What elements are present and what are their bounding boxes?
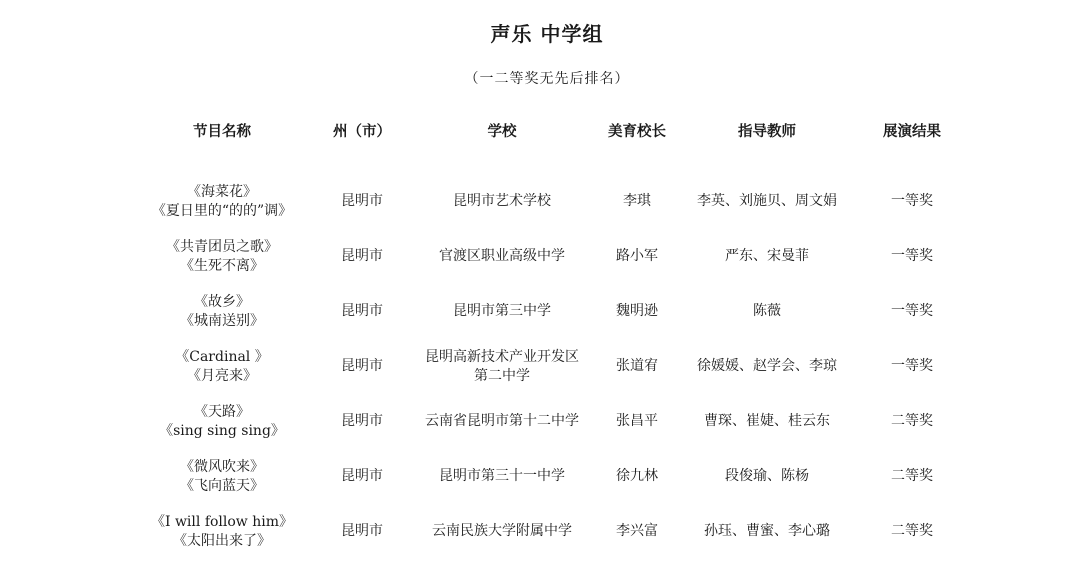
page-subtitle: （一二等奖无先后排名） xyxy=(464,71,630,87)
program-cell xyxy=(137,394,307,449)
principal-cell: 魏明逊 xyxy=(616,303,658,319)
table-row xyxy=(137,339,977,394)
program-title: 《海菜花》 xyxy=(187,183,257,200)
city-cell: 昆明市 xyxy=(341,413,383,429)
teachers-cell: 严东、宋曼菲 xyxy=(725,248,809,264)
city-cell: 昆明市 xyxy=(341,193,383,209)
table-header-row xyxy=(137,110,977,174)
result-cell: 一等奖 xyxy=(891,193,933,209)
table-row xyxy=(137,284,977,339)
teachers-cell: 曹琛、崔婕、桂云东 xyxy=(704,413,830,429)
school-cell: 昆明市第三中学 xyxy=(453,303,551,319)
program-title: 《生死不离》 xyxy=(180,257,264,274)
teachers-cell: 徐媛媛、赵学会、李琼 xyxy=(697,358,837,374)
column-header-program: 节目名称 xyxy=(193,123,251,140)
city-cell: 昆明市 xyxy=(341,468,383,484)
program-title: 《故乡》 xyxy=(194,293,250,310)
program-cell xyxy=(137,284,307,339)
program-title: 《夏日里的“的的”调》 xyxy=(151,202,293,219)
program-title: 《城南送别》 xyxy=(180,312,264,329)
city-cell: 昆明市 xyxy=(341,523,383,539)
program-title: 《太阳出来了》 xyxy=(173,532,271,549)
table-row xyxy=(137,504,977,559)
column-header-teachers: 指导教师 xyxy=(738,123,796,140)
result-cell: 一等奖 xyxy=(891,303,933,319)
program-title: 《sing sing sing》 xyxy=(159,422,285,439)
city-cell: 昆明市 xyxy=(341,358,383,374)
teachers-cell: 陈薇 xyxy=(753,303,781,319)
result-cell: 二等奖 xyxy=(891,523,933,539)
table-body xyxy=(137,174,977,559)
program-title: 《I will follow him》 xyxy=(150,513,294,530)
program-cell xyxy=(137,504,307,559)
result-cell: 二等奖 xyxy=(891,468,933,484)
city-cell: 昆明市 xyxy=(341,248,383,264)
result-cell: 一等奖 xyxy=(891,248,933,264)
school-cell: 昆明市第三十一中学 xyxy=(439,468,565,484)
school-cell: 官渡区职业高级中学 xyxy=(439,248,565,264)
program-title: 《飞向蓝天》 xyxy=(180,477,264,494)
column-header-principal: 美育校长 xyxy=(608,123,666,140)
column-header-result: 展演结果 xyxy=(883,123,941,140)
result-cell: 一等奖 xyxy=(891,358,933,374)
column-header-school: 学校 xyxy=(487,123,517,140)
program-title: 《共青团员之歌》 xyxy=(166,238,278,255)
program-cell xyxy=(137,229,307,284)
results-table xyxy=(137,110,977,559)
table-row xyxy=(137,449,977,504)
program-title: 《Cardinal 》 xyxy=(175,348,269,365)
principal-cell: 徐九林 xyxy=(616,468,658,484)
program-cell xyxy=(137,174,307,229)
school-cell: 云南省昆明市第十二中学 xyxy=(425,413,579,429)
teachers-cell: 段俊瑜、陈杨 xyxy=(725,468,809,484)
program-title: 《微风吹来》 xyxy=(180,458,264,475)
principal-cell: 张昌平 xyxy=(616,413,658,429)
column-header-city: 州（市） xyxy=(333,123,391,140)
school-cell: 云南民族大学附属中学 xyxy=(432,523,572,539)
teachers-cell: 孙珏、曹蜜、李心璐 xyxy=(704,523,830,539)
program-title: 《天路》 xyxy=(194,403,250,420)
principal-cell: 路小军 xyxy=(616,248,658,264)
program-cell xyxy=(137,339,307,394)
page-title: 声乐 中学组 xyxy=(490,22,604,46)
principal-cell: 李琪 xyxy=(623,193,651,209)
city-cell: 昆明市 xyxy=(341,303,383,319)
program-title: 《月亮来》 xyxy=(187,367,257,384)
teachers-cell: 李英、刘施贝、周文娟 xyxy=(697,193,837,209)
table-row xyxy=(137,174,977,229)
program-cell xyxy=(137,449,307,504)
table-row xyxy=(137,394,977,449)
result-cell: 二等奖 xyxy=(891,413,933,429)
school-cell: 昆明市艺术学校 xyxy=(453,193,551,209)
table-row xyxy=(137,229,977,284)
principal-cell: 张道宥 xyxy=(616,358,658,374)
principal-cell: 李兴富 xyxy=(616,523,658,539)
school-cell: 昆明高新技术产业开发区第二中学 xyxy=(425,348,579,384)
